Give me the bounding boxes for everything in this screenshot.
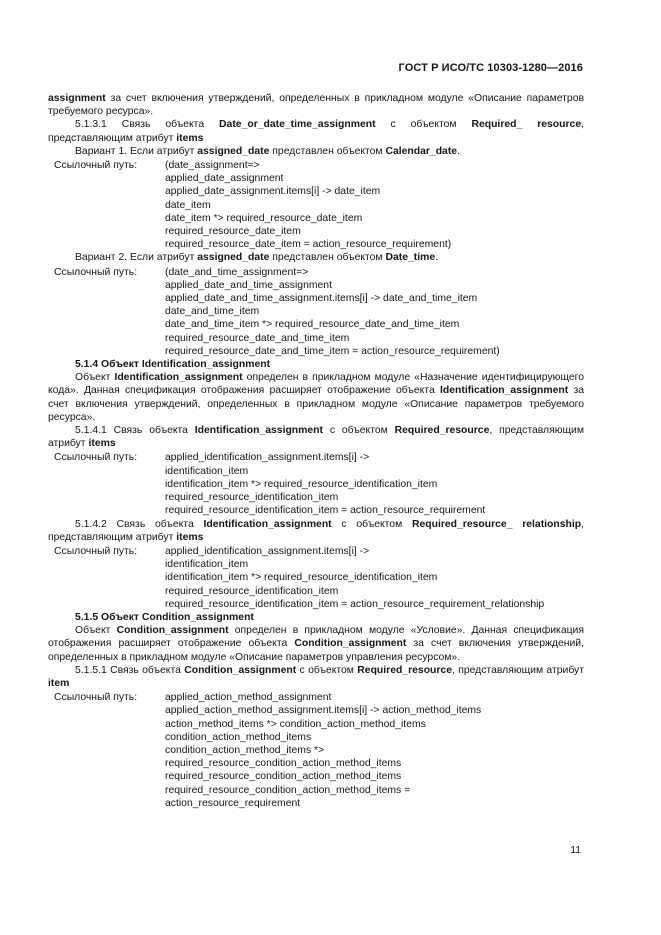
heading-text: 5.1.4 Объект Identification_assignment (75, 359, 271, 371)
text: , представляющим атрибут (48, 518, 584, 543)
bold-term: Identification_assignment (440, 385, 569, 397)
path-line: required_resource_date_and_time_item = action_resource_requirement) (165, 345, 500, 357)
page-header-standard: ГОСТ Р ИСО/ТС 10303-1280—2016 (398, 62, 583, 74)
bold-term: Date_time (385, 252, 436, 264)
path-line: condition_action_method_items *> (165, 744, 325, 756)
section-heading-5-1-5 (48, 611, 584, 624)
paragraph (48, 92, 584, 118)
bold-term: Required_ resource (471, 119, 582, 131)
page-number: 11 (570, 845, 581, 856)
text: 5.1.4.2 Связь объекта (75, 518, 204, 530)
variant-1 (48, 145, 584, 158)
path-line: applied_date_and_time_assignment (165, 279, 332, 291)
text: с объектом (375, 119, 472, 131)
path-line: required_resource_condition_action_method_items = (165, 784, 411, 796)
reference-path-3 (48, 451, 584, 517)
bold-term: assignment (48, 93, 106, 104)
path-line: required_resource_condition_action_method_items (165, 771, 402, 783)
path-line: date_item (165, 199, 211, 211)
path-line: identification_item *> required_resource_identification_item (165, 478, 438, 490)
text: определен в прикладном модуле «Условие». Данная спецификация отображения расширяет отображение объекта (48, 625, 584, 650)
path-line: required_resource_identification_item (165, 492, 339, 504)
text: Вариант 1. Если атрибут (75, 145, 198, 157)
bold-term: Condition_assignment (184, 664, 297, 676)
bold-term: Condition_assignment (294, 638, 407, 650)
text: за счет включения утверждений, определенных в прикладном модуле «Описание параметров управления ресурсом». (48, 638, 584, 663)
bold-term: Calendar_date (385, 145, 458, 157)
text: . (435, 252, 439, 264)
text: 5.1.3.1 Связь объекта (75, 119, 220, 131)
text: с объектом (296, 664, 358, 676)
text: с объектом (322, 425, 395, 437)
path-line: action_method_items *> condition_action_method_items (165, 718, 426, 730)
reference-path-4 (48, 545, 584, 611)
text: , представляющим атрибут (48, 425, 584, 450)
bold-term: assigned_date (197, 252, 270, 264)
bold-term: Required_resource_ relationship (411, 518, 582, 530)
bold-term: Identification_assignment (203, 518, 332, 530)
text: с объектом (331, 518, 412, 530)
bold-term: Required_resource (394, 425, 490, 437)
path-line: identification_item (165, 559, 249, 571)
path-line: condition_action_method_items (165, 731, 312, 743)
path-line: required_resource_identification_item = action_resource_requirement (165, 505, 486, 517)
path-line: (date_assignment=> (165, 160, 260, 172)
bold-term: items (176, 132, 204, 144)
path-line: required_resource_date_item (165, 226, 301, 238)
bold-term: assigned_date (197, 145, 270, 157)
section-heading-5-1-4 (48, 358, 584, 371)
text: 5.1.4.1 Связь объекта (75, 425, 195, 437)
path-line: required_resource_date_item = action_resource_requirement) (165, 239, 452, 251)
text: определен в прикладном модуле «Назначение идентифицирующего кода». Данная спецификация отображения расширяет отображение объекта (48, 372, 584, 397)
text: представлен объектом (269, 145, 386, 157)
bold-term: items (88, 438, 116, 450)
bold-term: Identification_assignment (194, 425, 323, 437)
reference-path-label: Ссылочный путь: (54, 160, 138, 172)
text: представлен объектом (269, 252, 386, 264)
text: 5.1.5.1 Связь объекта (75, 664, 185, 676)
text: за счет включения утверждений, определенных в прикладном модуле «Описание параметров требуемого ресурса». (48, 93, 584, 118)
reference-path-2 (48, 266, 584, 358)
path-line: applied_date_assignment (165, 173, 284, 185)
path-line: (date_and_time_assignment=> (165, 266, 309, 278)
reference-path-label: Ссылочный путь: (54, 452, 138, 464)
paragraph (48, 371, 584, 424)
path-line: applied_action_method_assignment.items[i] -> action_method_items (165, 705, 482, 717)
bold-term: Identification_assignment (114, 372, 243, 384)
heading-text: 5.1.5 Объект Condition_assignment (75, 611, 254, 623)
reference-path-1 (48, 159, 584, 251)
path-line: applied_identification_assignment.items[i] -> (165, 545, 370, 557)
path-line: date_item *> required_resource_date_item (165, 212, 363, 224)
paragraph (48, 624, 584, 664)
reference-path-5 (48, 691, 584, 810)
bold-term: Condition_assignment (116, 625, 229, 637)
text: Объект (75, 372, 115, 384)
bold-term: Required_resource (357, 664, 452, 676)
clause-5-1-3-1 (48, 118, 584, 144)
path-line: date_and_time_item *> required_resource_date_and_time_item (165, 319, 460, 331)
reference-path-label: Ссылочный путь: (54, 545, 138, 557)
path-line: action_resource_requirement (165, 797, 301, 809)
reference-path-label: Ссылочный путь: (54, 692, 138, 704)
bold-term: item (48, 677, 70, 689)
text: Объект (75, 625, 117, 637)
variant-2 (48, 251, 584, 264)
text: , представляющим атрибут (48, 119, 584, 144)
path-line: required_resource_date_and_time_item (165, 332, 350, 344)
clause-5-1-4-2 (48, 518, 584, 544)
bold-term: Date_or_date_time_assignment (219, 119, 376, 131)
page-content (48, 92, 584, 810)
path-line: applied_identification_assignment.items[i] -> (165, 452, 370, 464)
path-line: identification_item *> required_resource_identification_item (165, 572, 438, 584)
path-line: date_and_time_item (165, 306, 260, 318)
path-line: identification_item (165, 465, 249, 477)
clause-5-1-4-1 (48, 424, 584, 450)
path-line: applied_date_and_time_assignment.items[i] -> date_and_time_item (165, 293, 478, 305)
path-line: applied_date_assignment.items[i] -> date_item (165, 186, 381, 198)
text: , представляющим атрибут (452, 664, 585, 676)
path-line: required_resource_identification_item (165, 585, 339, 597)
path-line: required_resource_identification_item = action_resource_requirement_relationship (165, 598, 545, 610)
path-line: applied_action_method_assignment (165, 692, 332, 704)
bold-term: items (176, 531, 204, 543)
reference-path-label: Ссылочный путь: (54, 266, 138, 278)
clause-5-1-5-1 (48, 664, 584, 690)
text: за счет включения утверждений, определенных в прикладном модуле «Описание параметров требуемого ресурса». (48, 385, 585, 423)
path-line: required_resource_condition_action_method_items (165, 758, 402, 770)
text: Вариант 2. Если атрибут (75, 252, 198, 264)
text: . (457, 145, 460, 157)
